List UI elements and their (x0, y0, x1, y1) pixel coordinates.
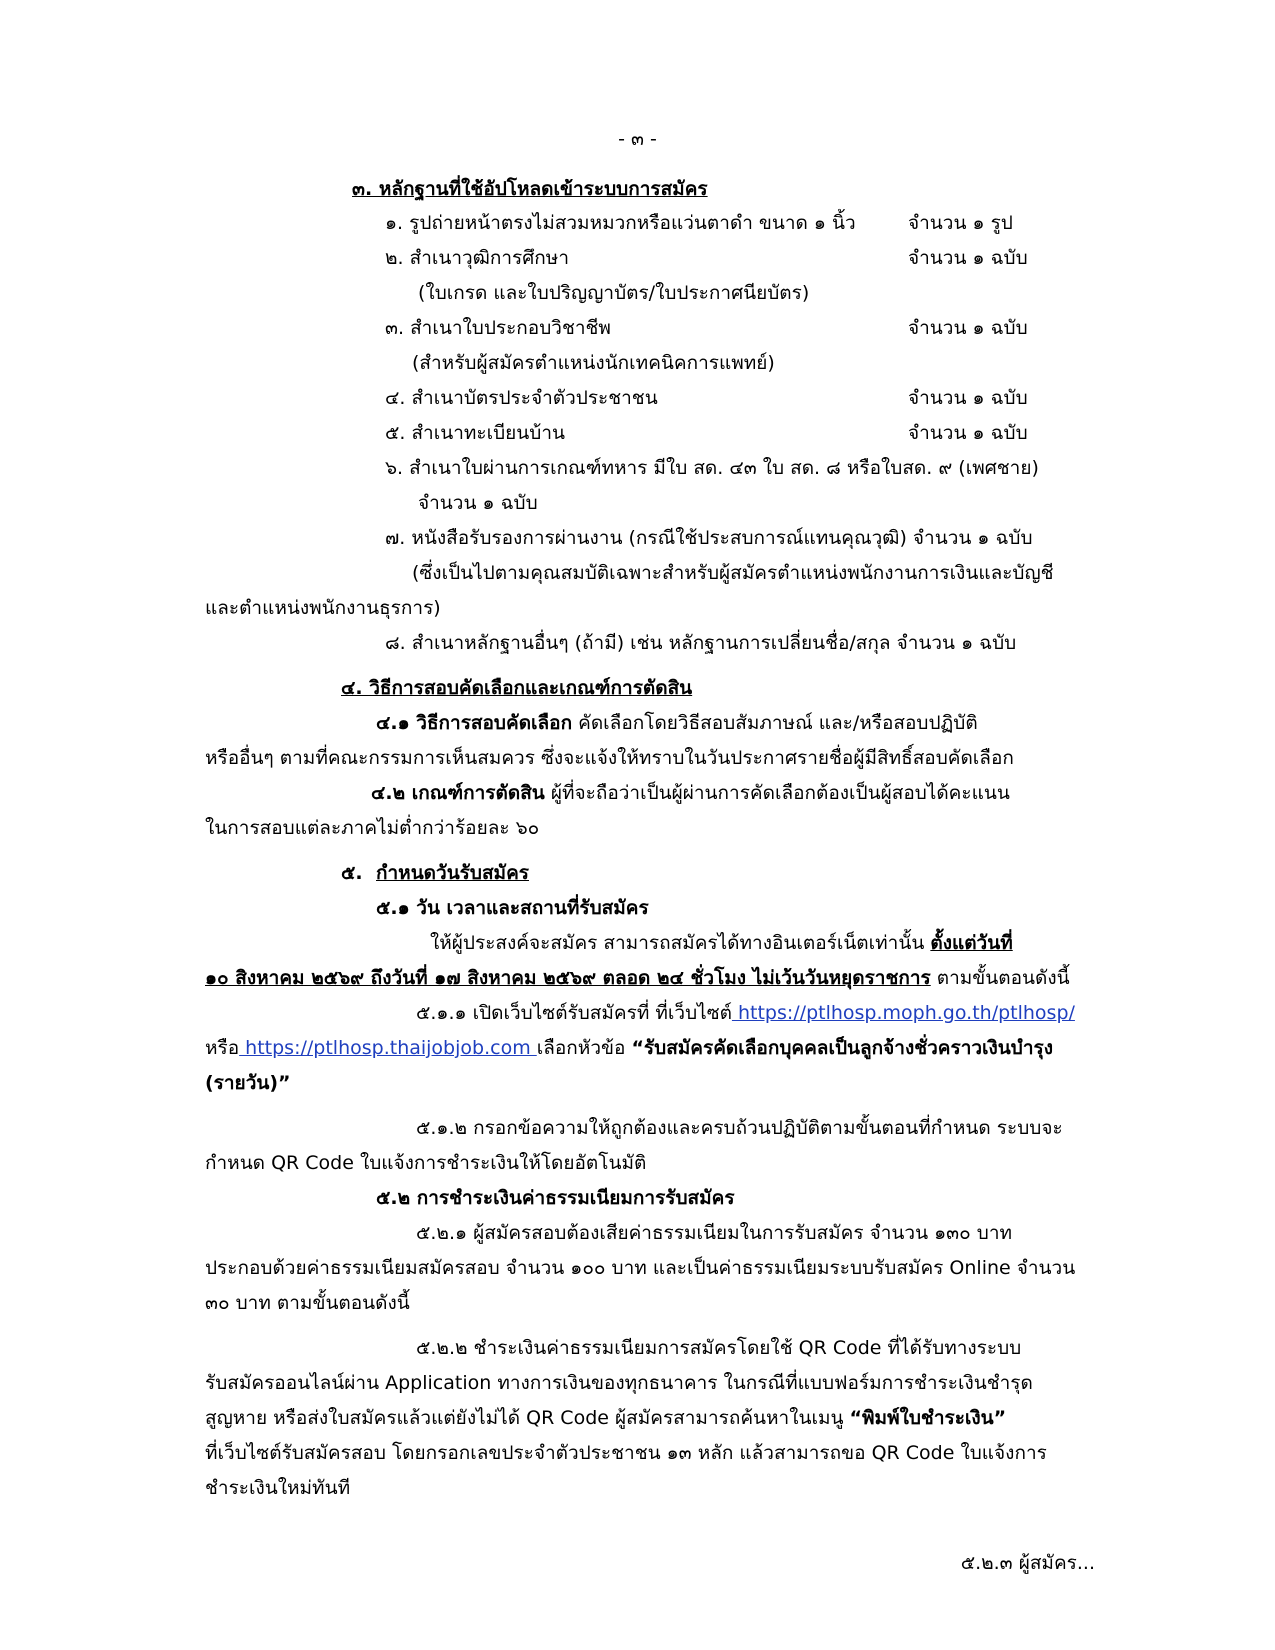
paragraph-5-1 (430, 928, 1013, 958)
paragraph-label: ๔.๒ เกณฑ์การตัดสิน (371, 782, 545, 804)
paragraph-label: ๔.๑ วิธีการสอบคัดเลือก (376, 712, 573, 734)
list-item: ๓. สำเนาใบประกอบวิชาชีพ (385, 317, 611, 339)
paragraph-text: สูญหาย หรือส่งใบสมัครแล้วแต่ยังไม่ได้ QR Code ผู้สมัครสามารถค้นหาในเมนู (205, 1407, 850, 1429)
website-link-thaijobjob[interactable]: https://ptlhosp.thaijobjob.com (239, 1037, 537, 1059)
paragraph-cont: ประกอบด้วยค่าธรรมเนียมสมัครสอบ จำนวน ๑๐๐ บาท และเป็นค่าธรรมเนียมระบบรับสมัคร Online จำนวน (205, 1257, 1076, 1279)
paragraph-cont: หรืออื่นๆ ตามที่คณะกรรมการเห็นสมควร ซึ่งจะแจ้งให้ทราบในวันประกาศรายชื่อผู้มีสิทธิ์สอบคัดเลือก (205, 747, 1014, 769)
list-item-qty: จำนวน ๑ ฉบับ (908, 387, 1028, 409)
list-item: ๕. สำเนาทะเบียนบ้าน (385, 422, 565, 444)
list-item-qty: จำนวน ๑ ฉบับ (908, 422, 1028, 444)
list-item-qty: จำนวน ๑ รูป (908, 212, 1013, 234)
list-item-sub: (สำหรับผู้สมัครตำแหน่งนักเทคนิคการแพทย์) (412, 352, 775, 374)
paragraph-5-1-2: ๕.๑.๒ กรอกข้อความให้ถูกต้องและครบถ้วนปฏิบัติตามขั้นตอนที่กำหนด ระบบจะ (416, 1117, 1063, 1139)
paragraph-cont: ๓๐ บาท ตามขั้นตอนดังนี้ (205, 1292, 410, 1314)
paragraph-cont (205, 1403, 1006, 1433)
paragraph-text: คัดเลือกโดยวิธีสอบสัมภาษณ์ และ/หรือสอบปฏิบัติ (572, 712, 978, 734)
topic-title: “รับสมัครคัดเลือกบุคคลเป็นลูกจ้างชั่วคราวเงินบำรุง (631, 1037, 1054, 1059)
paragraph-text: ให้ผู้ประสงค์จะสมัคร สามารถสมัครได้ทางอินเตอร์เน็ตเท่านั้น (430, 932, 931, 954)
section-3-heading: ๓. หลักฐานที่ใช้อัปโหลดเข้าระบบการสมัคร (352, 178, 708, 200)
list-item: ๗. หนังสือรับรองการผ่านงาน (กรณีใช้ประสบการณ์แทนคุณวุฒิ) จำนวน ๑ ฉบับ (385, 527, 1033, 549)
paragraph-4-1 (376, 708, 978, 738)
list-item-sub: จำนวน ๑ ฉบับ (418, 492, 538, 514)
continuation-marker: ๕.๒.๓ ผู้สมัคร... (960, 1552, 1095, 1574)
list-item: ๖. สำเนาใบผ่านการเกณฑ์ทหาร มีใบ สด. ๔๓ ใบ สด. ๘ หรือใบสด. ๙ (เพศชาย) (385, 457, 1039, 479)
paragraph-4-2 (371, 778, 1010, 808)
section-5-1-heading: ๕.๑ วัน เวลาและสถานที่รับสมัคร (376, 897, 649, 919)
paragraph-text: หรือ (205, 1037, 240, 1059)
list-item-qty: จำนวน ๑ ฉบับ (908, 317, 1028, 339)
paragraph-cont: ในการสอบแต่ละภาคไม่ต่ำกว่าร้อยละ ๖๐ (205, 817, 540, 839)
list-item: ๑. รูปถ่ายหน้าตรงไม่สวมหมวกหรือแว่นตาดำ ขนาด ๑ นิ้ว (385, 212, 856, 234)
paragraph-cont (205, 1033, 1053, 1063)
page-number: - ๓ - (618, 128, 657, 150)
list-item: ๒. สำเนาวุฒิการศึกษา (385, 247, 569, 269)
paragraph-text: ตามขั้นตอนดังนี้ (930, 967, 1070, 989)
date-range: ๑๐ สิงหาคม ๒๕๖๙ ถึงวันที่ ๑๗ สิงหาคม ๒๕๖๙ ตลอด ๒๔ ชั่วโมง ไม่เว้นวันหยุดราชการ (205, 967, 931, 989)
list-item: ๔. สำเนาบัตรประจำตัวประชาชน (385, 387, 658, 409)
website-link-moph[interactable]: https://ptlhosp.moph.go.th/ptlhosp/ (731, 1002, 1075, 1024)
paragraph-5-2-2: ๕.๒.๒ ชำระเงินค่าธรรมเนียมการสมัครโดยใช้ QR Code ที่ได้รับทางระบบ (416, 1337, 1022, 1359)
paragraph-cont: กำหนด QR Code ใบแจ้งการชำระเงินให้โดยอัตโนมัติ (205, 1152, 647, 1174)
list-item: ๘. สำเนาหลักฐานอื่นๆ (ถ้ามี) เช่น หลักฐานการเปลี่ยนชื่อ/สกุล จำนวน ๑ ฉบับ (385, 632, 1017, 654)
paragraph-cont: ชำระเงินใหม่ทันที (205, 1477, 351, 1499)
paragraph-5-1-1 (416, 998, 1075, 1028)
section-5-heading: กำหนดวันรับสมัคร (376, 862, 529, 884)
date-range-start: ตั้งแต่วันที่ (930, 932, 1013, 954)
list-item-sub: (ใบเกรด และใบปริญญาบัตร/ใบประกาศนียบัตร) (418, 282, 810, 304)
menu-name: “พิมพ์ใบชำระเงิน” (849, 1407, 1007, 1429)
list-item-cont: และตำแหน่งพนักงานธุรการ) (205, 597, 441, 619)
list-item-sub: (ซึ่งเป็นไปตามคุณสมบัติเฉพาะสำหรับผู้สมัครตำแหน่งพนักงานการเงินและบัญชี (412, 562, 1054, 584)
list-item-qty: จำนวน ๑ ฉบับ (908, 247, 1028, 269)
topic-title-cont: (รายวัน)” (205, 1072, 291, 1094)
section-5-number: ๕. (341, 862, 363, 884)
paragraph-cont: รับสมัครออนไลน์ผ่าน Application ทางการเงินของทุกธนาคาร ในกรณีที่แบบฟอร์มการชำระเงินชำรุด (205, 1372, 1033, 1394)
paragraph-text: ๕.๑.๑ เปิดเว็บไซต์รับสมัครที่ ที่เว็บไซต์ (416, 1002, 732, 1024)
paragraph-cont (205, 963, 1070, 993)
paragraph-text: ผู้ที่จะถือว่าเป็นผู้ผ่านการคัดเลือกต้องเป็นผู้สอบได้คะแนน (544, 782, 1010, 804)
paragraph-5-2-1: ๕.๒.๑ ผู้สมัครสอบต้องเสียค่าธรรมเนียมในการรับสมัคร จำนวน ๑๓๐ บาท (416, 1222, 1013, 1244)
section-5-2-heading: ๕.๒ การชำระเงินค่าธรรมเนียมการรับสมัคร (376, 1187, 735, 1209)
paragraph-cont: ที่เว็บไซต์รับสมัครสอบ โดยกรอกเลขประจำตัวประชาชน ๑๓ หลัก แล้วสามารถขอ QR Code ใบแจ้งการ (205, 1442, 1047, 1464)
section-4-heading: ๔. วิธีการสอบคัดเลือกและเกณฑ์การตัดสิน (341, 677, 693, 699)
paragraph-text: เลือกหัวข้อ (536, 1037, 632, 1059)
